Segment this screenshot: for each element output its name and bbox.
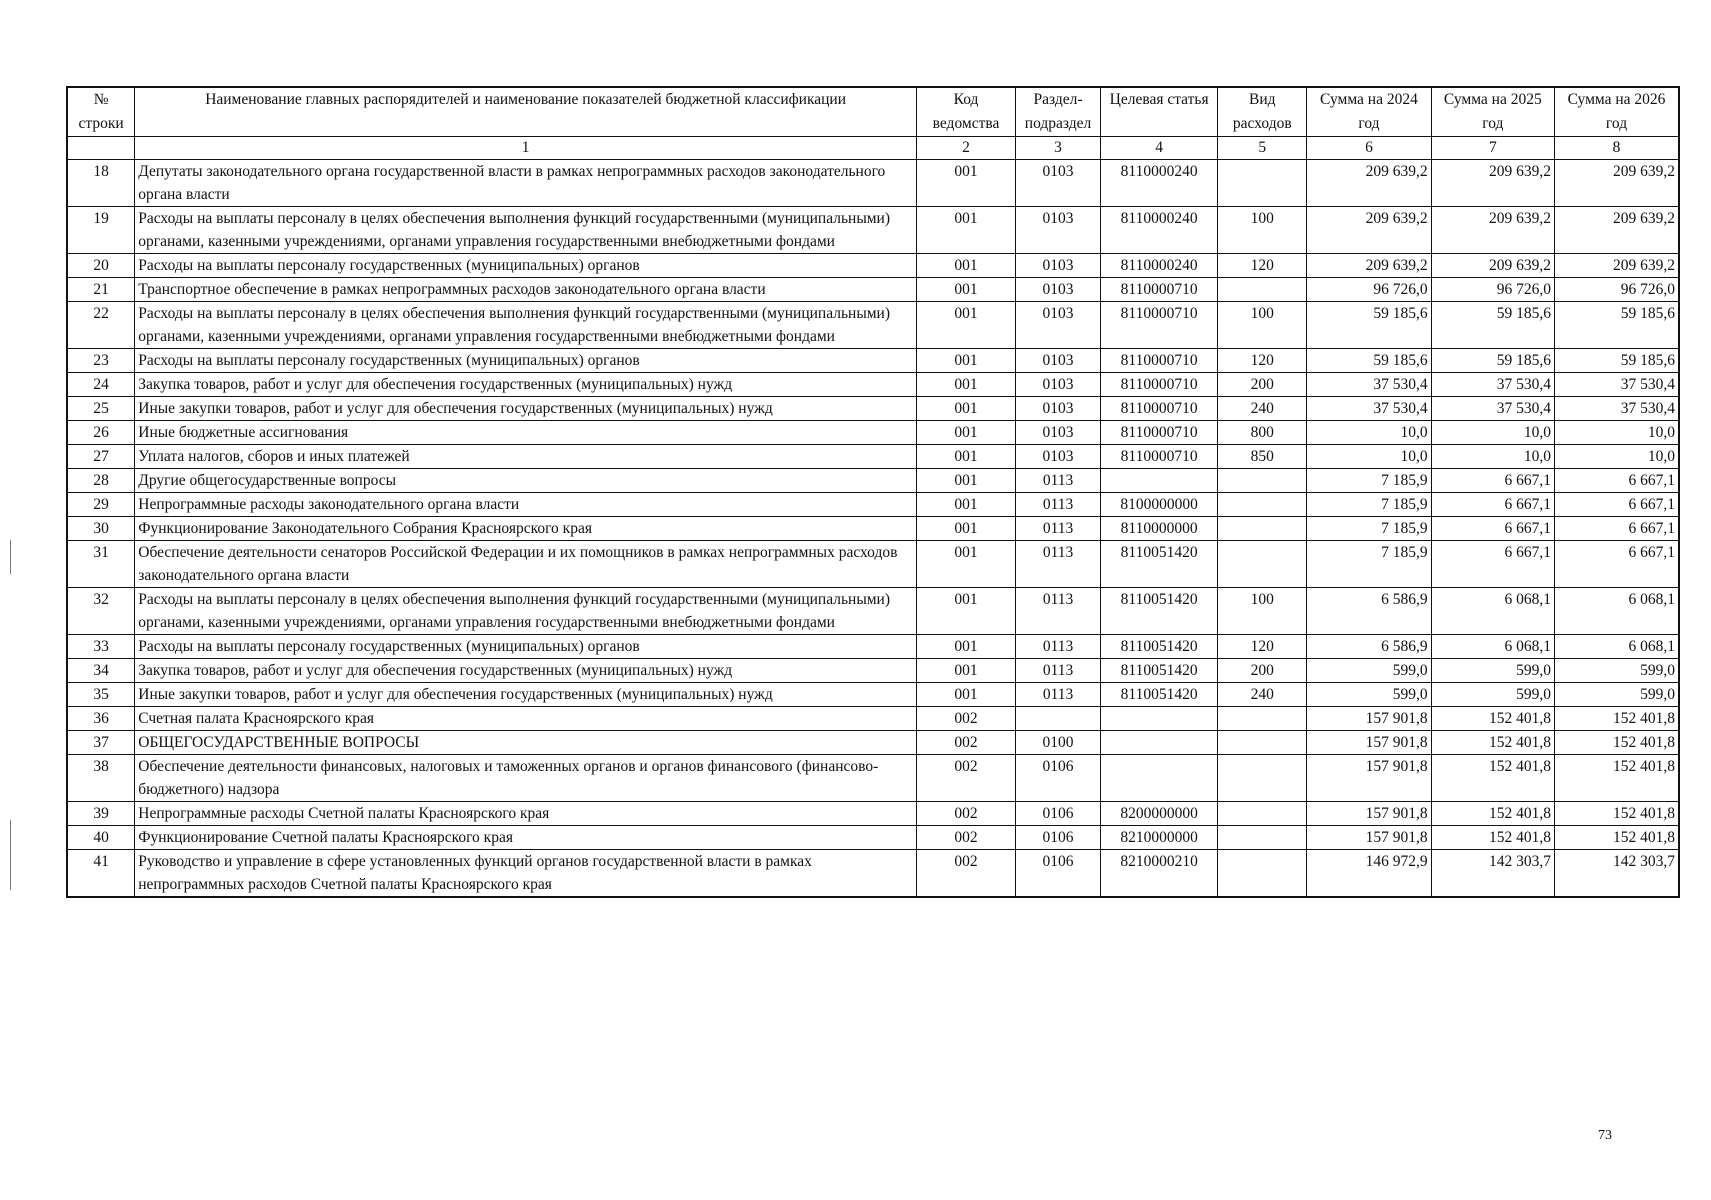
header-sum-2026: Сумма на 2026 год: [1555, 87, 1679, 137]
table-row: [67, 445, 1679, 469]
row-number: 22: [67, 302, 135, 349]
razdel-podrazdel: 0103: [1016, 207, 1101, 254]
row-number: 20: [67, 254, 135, 278]
sum-2025: 6 667,1: [1431, 541, 1554, 588]
row-name: Непрограммные расходы Счетной палаты Красноярского края: [135, 802, 917, 826]
vedomstvo-code: 001: [916, 493, 1015, 517]
vedomstvo-code: 001: [916, 541, 1015, 588]
vedomstvo-code: 002: [916, 707, 1015, 731]
vedomstvo-code: 001: [916, 397, 1015, 421]
row-name: Транспортное обеспечение в рамках непрограммных расходов законодательного органа власти: [135, 278, 917, 302]
scan-margin-mark: [10, 820, 11, 890]
expense-type: [1218, 731, 1307, 755]
row-number: 26: [67, 421, 135, 445]
row-number: 39: [67, 802, 135, 826]
column-index: 6: [1307, 137, 1431, 160]
sum-2026: 6 667,1: [1555, 541, 1679, 588]
row-number: 40: [67, 826, 135, 850]
target-article: [1101, 707, 1218, 731]
table-row: [67, 278, 1679, 302]
razdel-podrazdel: 0106: [1016, 802, 1101, 826]
row-number: 18: [67, 160, 135, 207]
row-number: 34: [67, 659, 135, 683]
column-index: 1: [135, 137, 917, 160]
sum-2026: 59 185,6: [1555, 349, 1679, 373]
table-row: [67, 421, 1679, 445]
row-number: 27: [67, 445, 135, 469]
expense-type: 850: [1218, 445, 1307, 469]
row-name: Руководство и управление в сфере установленных функций органов государственной власти в рамках непрограммных расходов Счетной палаты Красноярского края: [135, 850, 917, 898]
sum-2025: 10,0: [1431, 421, 1554, 445]
vedomstvo-code: 002: [916, 802, 1015, 826]
expense-type: [1218, 517, 1307, 541]
razdel-podrazdel: 0103: [1016, 302, 1101, 349]
expense-type: 100: [1218, 207, 1307, 254]
sum-2025: 142 303,7: [1431, 850, 1554, 898]
razdel-podrazdel: 0103: [1016, 445, 1101, 469]
razdel-podrazdel: 0113: [1016, 493, 1101, 517]
sum-2026: 599,0: [1555, 683, 1679, 707]
row-name: Иные бюджетные ассигнования: [135, 421, 917, 445]
expense-type: 200: [1218, 659, 1307, 683]
sum-2026: 152 401,8: [1555, 802, 1679, 826]
target-article: 8110000710: [1101, 397, 1218, 421]
header-expense-type: Вид расходов: [1218, 87, 1307, 137]
table-row: [67, 850, 1679, 898]
sum-2024: 157 901,8: [1307, 707, 1431, 731]
sum-2024: 7 185,9: [1307, 541, 1431, 588]
sum-2025: 209 639,2: [1431, 254, 1554, 278]
target-article: 8110000240: [1101, 254, 1218, 278]
column-index: 3: [1016, 137, 1101, 160]
sum-2025: 10,0: [1431, 445, 1554, 469]
column-index: 5: [1218, 137, 1307, 160]
row-name: Уплата налогов, сборов и иных платежей: [135, 445, 917, 469]
sum-2024: 209 639,2: [1307, 160, 1431, 207]
sum-2026: 37 530,4: [1555, 373, 1679, 397]
row-name: Расходы на выплаты персоналу в целях обеспечения выполнения функций государственными (муниципальными) органами, казенными учреждениями, органами управления государственными внебюджетными фондами: [135, 207, 917, 254]
expense-type: 200: [1218, 373, 1307, 397]
table-row: [67, 635, 1679, 659]
table-row: [67, 517, 1679, 541]
column-index: 8: [1555, 137, 1679, 160]
sum-2026: 6 667,1: [1555, 469, 1679, 493]
expense-type: [1218, 826, 1307, 850]
razdel-podrazdel: 0103: [1016, 160, 1101, 207]
sum-2026: 152 401,8: [1555, 755, 1679, 802]
expense-type: [1218, 493, 1307, 517]
row-number: 31: [67, 541, 135, 588]
table-row: [67, 826, 1679, 850]
column-index: 7: [1431, 137, 1554, 160]
row-number: 33: [67, 635, 135, 659]
sum-2024: 96 726,0: [1307, 278, 1431, 302]
target-article: 8110000240: [1101, 160, 1218, 207]
vedomstvo-code: 001: [916, 349, 1015, 373]
expense-type: [1218, 541, 1307, 588]
vedomstvo-code: 001: [916, 207, 1015, 254]
table-row: [67, 707, 1679, 731]
sum-2025: 152 401,8: [1431, 707, 1554, 731]
sum-2025: 152 401,8: [1431, 826, 1554, 850]
sum-2026: 6 667,1: [1555, 493, 1679, 517]
column-index: 2: [916, 137, 1015, 160]
razdel-podrazdel: 0113: [1016, 659, 1101, 683]
row-number: 21: [67, 278, 135, 302]
vedomstvo-code: 002: [916, 850, 1015, 898]
row-name: Функционирование Законодательного Собрания Красноярского края: [135, 517, 917, 541]
row-number: 41: [67, 850, 135, 898]
target-article: 8110000710: [1101, 278, 1218, 302]
table-row: [67, 207, 1679, 254]
row-number: 23: [67, 349, 135, 373]
vedomstvo-code: 001: [916, 254, 1015, 278]
row-name: Функционирование Счетной палаты Красноярского края: [135, 826, 917, 850]
target-article: 8210000000: [1101, 826, 1218, 850]
sum-2024: 7 185,9: [1307, 493, 1431, 517]
row-number: 38: [67, 755, 135, 802]
header-name: Наименование главных распорядителей и наименование показателей бюджетной классификации: [135, 87, 917, 137]
target-article: 8110051420: [1101, 541, 1218, 588]
sum-2026: 10,0: [1555, 445, 1679, 469]
row-number: 32: [67, 588, 135, 635]
sum-2026: 6 667,1: [1555, 517, 1679, 541]
expense-type: [1218, 850, 1307, 898]
sum-2024: 10,0: [1307, 421, 1431, 445]
vedomstvo-code: 001: [916, 278, 1015, 302]
sum-2025: 6 667,1: [1431, 517, 1554, 541]
expense-type: 120: [1218, 635, 1307, 659]
sum-2024: 157 901,8: [1307, 802, 1431, 826]
razdel-podrazdel: 0113: [1016, 683, 1101, 707]
vedomstvo-code: 001: [916, 588, 1015, 635]
razdel-podrazdel: 0100: [1016, 731, 1101, 755]
expense-type: 100: [1218, 302, 1307, 349]
expense-type: 240: [1218, 683, 1307, 707]
row-name: Непрограммные расходы законодательного органа власти: [135, 493, 917, 517]
row-name: Закупка товаров, работ и услуг для обеспечения государственных (муниципальных) нужд: [135, 659, 917, 683]
column-index: [67, 137, 135, 160]
header-sum-2025: Сумма на 2025 год: [1431, 87, 1554, 137]
sum-2025: 96 726,0: [1431, 278, 1554, 302]
row-name: Расходы на выплаты персоналу государственных (муниципальных) органов: [135, 349, 917, 373]
sum-2026: 152 401,8: [1555, 707, 1679, 731]
sum-2026: 6 068,1: [1555, 635, 1679, 659]
table-row: [67, 683, 1679, 707]
vedomstvo-code: 001: [916, 635, 1015, 659]
sum-2024: 59 185,6: [1307, 302, 1431, 349]
sum-2024: 157 901,8: [1307, 731, 1431, 755]
row-name: Закупка товаров, работ и услуг для обеспечения государственных (муниципальных) нужд: [135, 373, 917, 397]
vedomstvo-code: 001: [916, 445, 1015, 469]
row-name: Счетная палата Красноярского края: [135, 707, 917, 731]
razdel-podrazdel: 0113: [1016, 469, 1101, 493]
sum-2026: 59 185,6: [1555, 302, 1679, 349]
target-article: [1101, 755, 1218, 802]
vedomstvo-code: 001: [916, 373, 1015, 397]
sum-2024: 6 586,9: [1307, 635, 1431, 659]
razdel-podrazdel: 0103: [1016, 254, 1101, 278]
expense-type: 240: [1218, 397, 1307, 421]
razdel-podrazdel: 0103: [1016, 373, 1101, 397]
row-number: 35: [67, 683, 135, 707]
expense-type: [1218, 707, 1307, 731]
target-article: 8110000710: [1101, 373, 1218, 397]
target-article: 8110000710: [1101, 445, 1218, 469]
row-name: Иные закупки товаров, работ и услуг для обеспечения государственных (муниципальных) нужд: [135, 683, 917, 707]
target-article: 8110000710: [1101, 302, 1218, 349]
sum-2025: 209 639,2: [1431, 207, 1554, 254]
row-name: Иные закупки товаров, работ и услуг для обеспечения государственных (муниципальных) нужд: [135, 397, 917, 421]
row-number: 37: [67, 731, 135, 755]
vedomstvo-code: 001: [916, 160, 1015, 207]
razdel-podrazdel: 0113: [1016, 541, 1101, 588]
sum-2026: 209 639,2: [1555, 160, 1679, 207]
row-name: Расходы на выплаты персоналу в целях обеспечения выполнения функций государственными (муниципальными) органами, казенными учреждениями, органами управления государственными внебюджетными фондами: [135, 588, 917, 635]
sum-2024: 37 530,4: [1307, 373, 1431, 397]
razdel-podrazdel: 0103: [1016, 421, 1101, 445]
row-name: Другие общегосударственные вопросы: [135, 469, 917, 493]
expense-type: 100: [1218, 588, 1307, 635]
header-row: [67, 87, 1679, 137]
razdel-podrazdel: [1016, 707, 1101, 731]
sum-2026: 209 639,2: [1555, 254, 1679, 278]
row-name: Обеспечение деятельности сенаторов Российской Федерации и их помощников в рамках непрограммных расходов законодательного органа власти: [135, 541, 917, 588]
row-name: Расходы на выплаты персоналу государственных (муниципальных) органов: [135, 635, 917, 659]
target-article: 8200000000: [1101, 802, 1218, 826]
header-vedomstvo-code: Код ведомства: [916, 87, 1015, 137]
sum-2025: 6 667,1: [1431, 469, 1554, 493]
razdel-podrazdel: 0113: [1016, 517, 1101, 541]
vedomstvo-code: 002: [916, 755, 1015, 802]
row-number: 19: [67, 207, 135, 254]
sum-2025: 152 401,8: [1431, 755, 1554, 802]
sum-2024: 209 639,2: [1307, 254, 1431, 278]
sum-2024: 37 530,4: [1307, 397, 1431, 421]
row-name: Расходы на выплаты персоналу государственных (муниципальных) органов: [135, 254, 917, 278]
header-target-article: Целевая статья: [1101, 87, 1218, 137]
table-row: [67, 373, 1679, 397]
expense-type: [1218, 160, 1307, 207]
row-number: 24: [67, 373, 135, 397]
razdel-podrazdel: 0113: [1016, 588, 1101, 635]
column-index-row: [67, 137, 1679, 160]
table-row: [67, 302, 1679, 349]
row-name: Депутаты законодательного органа государственной власти в рамках непрограммных расходов законодательного органа власти: [135, 160, 917, 207]
expense-type: 120: [1218, 349, 1307, 373]
target-article: 8110051420: [1101, 588, 1218, 635]
razdel-podrazdel: 0103: [1016, 397, 1101, 421]
target-article: 8110051420: [1101, 683, 1218, 707]
sum-2024: 7 185,9: [1307, 469, 1431, 493]
budget-table-container: [66, 86, 1680, 898]
target-article: 8110000240: [1101, 207, 1218, 254]
row-name: ОБЩЕГОСУДАРСТВЕННЫЕ ВОПРОСЫ: [135, 731, 917, 755]
razdel-podrazdel: 0103: [1016, 349, 1101, 373]
table-row: [67, 802, 1679, 826]
sum-2026: 96 726,0: [1555, 278, 1679, 302]
table-row: [67, 541, 1679, 588]
target-article: 8110051420: [1101, 659, 1218, 683]
sum-2025: 209 639,2: [1431, 160, 1554, 207]
target-article: [1101, 731, 1218, 755]
target-article: 8110000710: [1101, 421, 1218, 445]
row-number: 30: [67, 517, 135, 541]
sum-2024: 209 639,2: [1307, 207, 1431, 254]
sum-2025: 6 068,1: [1431, 635, 1554, 659]
sum-2025: 599,0: [1431, 659, 1554, 683]
razdel-podrazdel: 0106: [1016, 850, 1101, 898]
sum-2025: 37 530,4: [1431, 373, 1554, 397]
expense-type: [1218, 278, 1307, 302]
sum-2024: 7 185,9: [1307, 517, 1431, 541]
vedomstvo-code: 001: [916, 659, 1015, 683]
budget-table: [66, 86, 1680, 898]
sum-2025: 599,0: [1431, 683, 1554, 707]
sum-2024: 6 586,9: [1307, 588, 1431, 635]
table-row: [67, 755, 1679, 802]
column-index: 4: [1101, 137, 1218, 160]
expense-type: 120: [1218, 254, 1307, 278]
header-razdel: Раздел-подраздел: [1016, 87, 1101, 137]
table-row: [67, 588, 1679, 635]
expense-type: 800: [1218, 421, 1307, 445]
sum-2026: 6 068,1: [1555, 588, 1679, 635]
expense-type: [1218, 755, 1307, 802]
target-article: 8110000710: [1101, 349, 1218, 373]
razdel-podrazdel: 0106: [1016, 826, 1101, 850]
target-article: 8110000000: [1101, 517, 1218, 541]
sum-2025: 6 068,1: [1431, 588, 1554, 635]
sum-2026: 10,0: [1555, 421, 1679, 445]
sum-2025: 152 401,8: [1431, 802, 1554, 826]
expense-type: [1218, 469, 1307, 493]
vedomstvo-code: 001: [916, 517, 1015, 541]
table-row: [67, 254, 1679, 278]
header-row-number: № строки: [67, 87, 135, 137]
razdel-podrazdel: 0113: [1016, 635, 1101, 659]
sum-2025: 6 667,1: [1431, 493, 1554, 517]
sum-2025: 37 530,4: [1431, 397, 1554, 421]
sum-2024: 599,0: [1307, 683, 1431, 707]
vedomstvo-code: 001: [916, 302, 1015, 349]
sum-2026: 599,0: [1555, 659, 1679, 683]
sum-2024: 10,0: [1307, 445, 1431, 469]
row-number: 29: [67, 493, 135, 517]
row-name: Расходы на выплаты персоналу в целях обеспечения выполнения функций государственными (муниципальными) органами, казенными учреждениями, органами управления государственными внебюджетными фондами: [135, 302, 917, 349]
sum-2025: 152 401,8: [1431, 731, 1554, 755]
sum-2026: 209 639,2: [1555, 207, 1679, 254]
row-number: 36: [67, 707, 135, 731]
sum-2026: 37 530,4: [1555, 397, 1679, 421]
sum-2026: 152 401,8: [1555, 731, 1679, 755]
sum-2024: 157 901,8: [1307, 826, 1431, 850]
vedomstvo-code: 002: [916, 826, 1015, 850]
scan-margin-mark: [10, 540, 11, 574]
table-row: [67, 659, 1679, 683]
target-article: 8100000000: [1101, 493, 1218, 517]
sum-2024: 157 901,8: [1307, 755, 1431, 802]
table-row: [67, 160, 1679, 207]
header-sum-2024: Сумма на 2024 год: [1307, 87, 1431, 137]
sum-2025: 59 185,6: [1431, 302, 1554, 349]
razdel-podrazdel: 0103: [1016, 278, 1101, 302]
vedomstvo-code: 002: [916, 731, 1015, 755]
razdel-podrazdel: 0106: [1016, 755, 1101, 802]
sum-2026: 142 303,7: [1555, 850, 1679, 898]
target-article: 8210000210: [1101, 850, 1218, 898]
table-row: [67, 349, 1679, 373]
row-number: 25: [67, 397, 135, 421]
sum-2024: 59 185,6: [1307, 349, 1431, 373]
row-number: 28: [67, 469, 135, 493]
vedomstvo-code: 001: [916, 421, 1015, 445]
table-row: [67, 493, 1679, 517]
table-row: [67, 469, 1679, 493]
sum-2024: 599,0: [1307, 659, 1431, 683]
sum-2024: 146 972,9: [1307, 850, 1431, 898]
row-name: Обеспечение деятельности финансовых, налоговых и таможенных органов и органов финансового (финансово-бюджетного) надзора: [135, 755, 917, 802]
sum-2026: 152 401,8: [1555, 826, 1679, 850]
vedomstvo-code: 001: [916, 683, 1015, 707]
page-number: 73: [1598, 1128, 1612, 1143]
table-row: [67, 731, 1679, 755]
table-row: [67, 397, 1679, 421]
target-article: 8110051420: [1101, 635, 1218, 659]
vedomstvo-code: 001: [916, 469, 1015, 493]
sum-2025: 59 185,6: [1431, 349, 1554, 373]
target-article: [1101, 469, 1218, 493]
expense-type: [1218, 802, 1307, 826]
